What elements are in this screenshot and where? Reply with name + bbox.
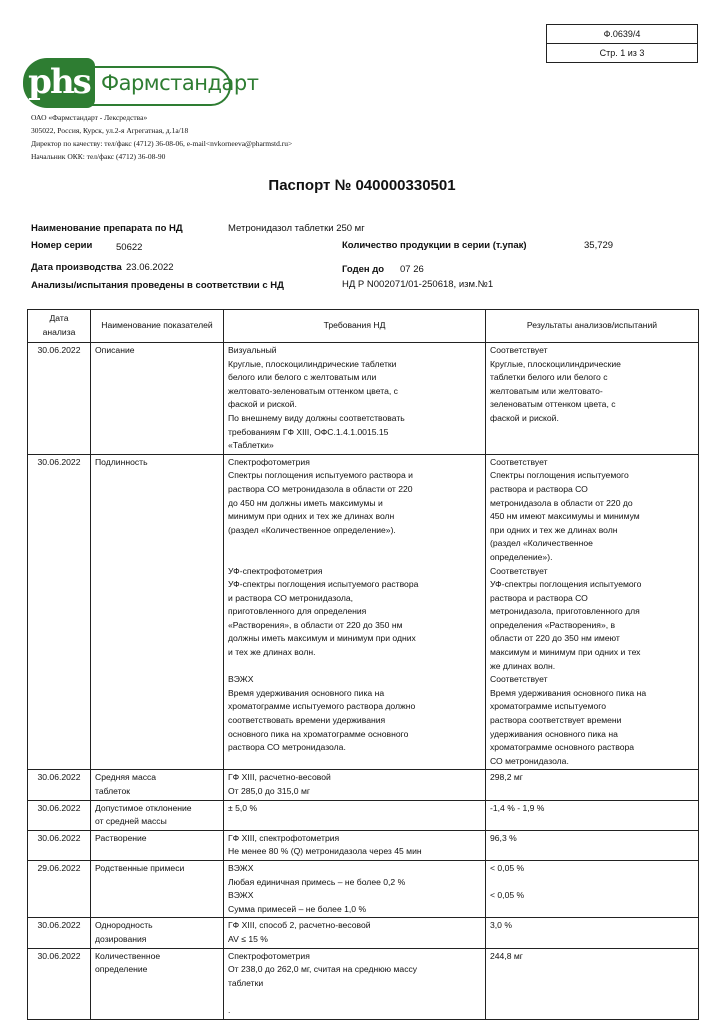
- cell-line: Не менее 80 % (Q) метронидазола через 45 мин: [228, 846, 422, 857]
- column-header-requirements: Требования НД: [224, 310, 486, 343]
- analysis-date-cell: 30.06.2022: [28, 454, 91, 770]
- quantity-value: 35,729: [584, 240, 614, 251]
- requirement-cell: [224, 948, 486, 1019]
- indicator-name-cell: [91, 343, 224, 455]
- cell-line: дозирования: [95, 933, 147, 944]
- cell-line: основного пика на хроматограмме основного: [228, 728, 409, 739]
- logo-name: Фармстандарт: [101, 71, 259, 95]
- cell-line: же длинах волн.: [490, 660, 556, 671]
- analysis-date-cell: 30.06.2022: [28, 918, 91, 948]
- cell-line: определение»).: [490, 551, 553, 562]
- cell-line: Соответствует: [490, 674, 548, 685]
- cell-line: УФ-спектры поглощения испытуемого раствора: [228, 579, 419, 590]
- logo-mark: phs: [23, 58, 95, 108]
- cell-line: (раздел «Количественное: [490, 538, 593, 549]
- cell-line: при одних и тех же длинах волн: [490, 524, 618, 535]
- table-row: [28, 770, 699, 800]
- cell-line: раствора и раствора СО: [490, 483, 588, 494]
- cell-line: хроматограмме испытуемого раствора должно: [228, 701, 416, 712]
- cell-line: ВЭЖХ: [228, 674, 254, 685]
- production-date-value: 23.06.2022: [126, 262, 174, 273]
- cell-line: соответствовать времени удерживания: [228, 715, 386, 726]
- cell-line: < 0,05 %: [490, 890, 525, 901]
- cell-line: Средняя масса: [95, 772, 157, 783]
- cell-line: 3,0 %: [490, 920, 512, 931]
- analysis-date-cell: 30.06.2022: [28, 343, 91, 455]
- form-code: Ф.0639/4: [603, 29, 641, 39]
- table-row: [28, 918, 699, 948]
- cell-line: раствора и раствора СО: [490, 592, 588, 603]
- cell-line: Спектрофотометрия: [228, 950, 310, 961]
- cell-line: Соответствует: [490, 456, 548, 467]
- table-row: [28, 948, 699, 1019]
- table-row: [28, 830, 699, 860]
- cell-line: раствора соответствует времени: [490, 715, 622, 726]
- requirement-cell: [224, 860, 486, 917]
- production-date-label: Дата производства: [31, 262, 122, 273]
- cell-line: ГФ XIII, расчетно-весовой: [228, 772, 331, 783]
- cell-line: Растворение: [95, 832, 147, 843]
- cell-line: По внешнему виду должны соответствовать: [228, 412, 405, 423]
- indicator-name-cell: [91, 860, 224, 917]
- cell-line: Однородность: [95, 920, 153, 931]
- cell-line: таблетки: [228, 977, 264, 988]
- series-value: 50622: [116, 242, 143, 253]
- company-address: [31, 111, 292, 163]
- cell-line: [490, 903, 694, 917]
- cell-line: и раствора СО метронидазола,: [228, 592, 354, 603]
- cell-line: [228, 660, 481, 674]
- tests-label: Анализы/испытания проведены в соответствии с НД: [31, 280, 284, 291]
- table-row: [28, 343, 699, 455]
- cell-line: метронидазола в области от 220 до: [490, 497, 633, 508]
- cell-line: фаской и риской.: [228, 399, 297, 410]
- analysis-date-cell: 30.06.2022: [28, 830, 91, 860]
- cell-line: Круглые, плоскоцилиндрические: [490, 358, 621, 369]
- cell-line: [490, 876, 694, 890]
- table-header-row: [28, 310, 699, 343]
- requirement-cell: [224, 830, 486, 860]
- analysis-date-cell: 30.06.2022: [28, 948, 91, 1019]
- cell-line: фаской и риской.: [490, 412, 559, 423]
- cell-line: хроматограмме основного раствора: [490, 742, 635, 753]
- cell-line: Количественное: [95, 950, 161, 961]
- requirement-cell: [224, 770, 486, 800]
- cell-line: белого или белого с желтоватым или: [228, 372, 377, 383]
- requirement-cell: [224, 454, 486, 770]
- cell-line: 96,3 %: [490, 832, 517, 843]
- company-line: ОАО «Фармстандарт - Лексредства»: [31, 113, 148, 122]
- cell-line: и тех же длинах волн.: [228, 647, 316, 658]
- indicator-name-cell: [91, 918, 224, 948]
- cell-line: От 285,0 до 315,0 мг: [228, 786, 311, 796]
- cell-line: ВЭЖХ: [228, 890, 254, 901]
- indicator-name-cell: [91, 830, 224, 860]
- analysis-date-cell: 30.06.2022: [28, 770, 91, 800]
- result-cell: [486, 454, 699, 770]
- result-cell: [486, 918, 699, 948]
- cell-line: «Таблетки»: [228, 440, 274, 451]
- cell-line: раствора СО метронидазола.: [228, 742, 346, 753]
- cell-line: Визуальный: [228, 345, 277, 355]
- expiry-label: Годен до: [342, 264, 385, 275]
- cell-line: желтовато-зеленоватым оттенком цвета, с: [228, 385, 398, 396]
- cell-line: [228, 551, 481, 565]
- cell-line: AV ≤ 15 %: [228, 933, 268, 944]
- page-title: Паспорт № 040000330501: [268, 177, 456, 194]
- expiry-value: 07 26: [400, 264, 424, 275]
- cell-line: Спектрофотометрия: [228, 456, 310, 467]
- company-line: 305022, Россия, Курск, ул.2-я Агрегатная, д.1а/18: [31, 126, 189, 135]
- cell-line: -1,4 % - 1,9 %: [490, 802, 545, 813]
- cell-line: Родственные примеси: [95, 862, 185, 873]
- drug-value: Метронидазол таблетки 250 мг: [228, 223, 365, 234]
- cell-line: Спектры поглощения испытуемого раствора и: [228, 470, 413, 481]
- cell-line: Время удерживания основного пика на: [228, 687, 385, 698]
- cell-line: зеленоватым оттенком цвета, с: [490, 399, 616, 410]
- result-cell: [486, 860, 699, 917]
- cell-line: Допустимое отклонение: [95, 802, 192, 813]
- cell-line: Подлинность: [95, 456, 148, 467]
- cell-line: Сумма примесей – не более 1,0 %: [228, 903, 367, 914]
- indicator-name-cell: [91, 454, 224, 770]
- result-cell: [486, 948, 699, 1019]
- cell-line: метронидазола, приготовленного для: [490, 606, 640, 617]
- page-counter: Стр. 1 из 3: [547, 43, 697, 62]
- result-cell: [486, 800, 699, 830]
- company-logo: [23, 58, 259, 108]
- column-header-results: Результаты анализов/испытаний: [486, 310, 699, 343]
- requirement-cell: [224, 343, 486, 455]
- results-table: [27, 309, 699, 1020]
- cell-line: желтоватым или желтовато-: [490, 385, 603, 396]
- cell-line: ± 5,0 %: [228, 802, 258, 813]
- cell-line: ВЭЖХ: [228, 862, 254, 873]
- cell-line: (раздел «Количественное определение»).: [228, 524, 396, 535]
- cell-line: Круглые, плоскоцилиндрические таблетки: [228, 358, 397, 369]
- indicator-name-cell: [91, 770, 224, 800]
- cell-line: минимум при одних и тех же длинах волн: [228, 511, 395, 522]
- cell-line: максимум и минимум при одних и тех: [490, 647, 641, 658]
- company-line: Начальник ОКК: тел/факс (4712) 36-08-90: [31, 152, 166, 161]
- cell-line: хроматограмме испытуемого: [490, 701, 607, 712]
- result-cell: [486, 343, 699, 455]
- cell-line: определения «Растворения», в: [490, 619, 616, 630]
- drug-label: Наименование препарата по НД: [31, 223, 183, 234]
- table-row: [28, 800, 699, 830]
- analysis-date-cell: 29.06.2022: [28, 860, 91, 917]
- cell-line: до 450 нм должны иметь максимумы и: [228, 497, 383, 508]
- requirement-cell: [224, 918, 486, 948]
- series-label: Номер серии: [31, 240, 93, 251]
- cell-line: Любая единичная примесь – не более 0,2 %: [228, 876, 406, 887]
- cell-line: Время удерживания основного пика на: [490, 687, 647, 698]
- cell-line: удерживания основного пика на: [490, 728, 618, 739]
- table-row: [28, 454, 699, 770]
- cell-line: Соответствует: [490, 565, 548, 576]
- cell-line: требованиям ГФ XIII, ОФС.1.4.1.0015.15: [228, 426, 389, 437]
- company-line: Директор по качеству: тел/факс (4712) 36-08-06, e-mail<nvkorneeva@pharmstd.ru>: [31, 139, 293, 148]
- cell-line: 298,2 мг: [490, 772, 523, 783]
- cell-line: должны иметь максимум и минимум при одних: [228, 633, 416, 644]
- form-code-box: [546, 24, 698, 63]
- tests-value: НД Р N002071/01-250618, изм.№1: [342, 279, 494, 290]
- table-row: [28, 860, 699, 917]
- column-header-date: Дата анализа: [28, 310, 91, 343]
- cell-line: УФ-спектрофотометрия: [228, 565, 323, 576]
- cell-line: от средней массы: [95, 816, 167, 827]
- cell-line: < 0,05 %: [490, 862, 525, 873]
- indicator-name-cell: [91, 948, 224, 1019]
- result-cell: [486, 770, 699, 800]
- cell-line: .: [228, 1004, 231, 1015]
- cell-line: 450 нм имеют максимумы и минимум: [490, 511, 640, 522]
- analysis-date-cell: 30.06.2022: [28, 800, 91, 830]
- cell-line: раствора СО метронидазола в области от 220: [228, 483, 413, 494]
- cell-line: «Растворения», в области от 220 до 350 нм: [228, 619, 403, 630]
- cell-line: Описание: [95, 345, 135, 355]
- cell-line: определение: [95, 964, 148, 975]
- requirement-cell: [224, 800, 486, 830]
- cell-line: Спектры поглощения испытуемого: [490, 470, 629, 481]
- cell-line: СО метронидазола.: [490, 755, 569, 766]
- cell-line: области от 220 до 350 нм имеют: [490, 633, 620, 644]
- cell-line: ГФ XIII, спектрофотометрия: [228, 832, 340, 843]
- table-body: [28, 343, 699, 1020]
- result-cell: [486, 830, 699, 860]
- cell-line: УФ-спектры поглощения испытуемого: [490, 579, 642, 590]
- cell-line: От 238,0 до 262,0 мг, считая на среднюю массу: [228, 964, 418, 975]
- indicator-name-cell: [91, 800, 224, 830]
- cell-line: [228, 990, 481, 1004]
- cell-line: Соответствует: [490, 345, 548, 355]
- quantity-label: Количество продукции в серии (т.упак): [342, 240, 527, 251]
- column-header-indicator: Наименование показателей: [91, 310, 224, 343]
- cell-line: таблеток: [95, 786, 131, 796]
- cell-line: таблетки белого или белого с: [490, 372, 608, 383]
- cell-line: 244,8 мг: [490, 950, 523, 961]
- cell-line: [228, 537, 481, 551]
- cell-line: приготовленного для определения: [228, 606, 367, 617]
- cell-line: ГФ XIII, способ 2, расчетно-весовой: [228, 920, 371, 931]
